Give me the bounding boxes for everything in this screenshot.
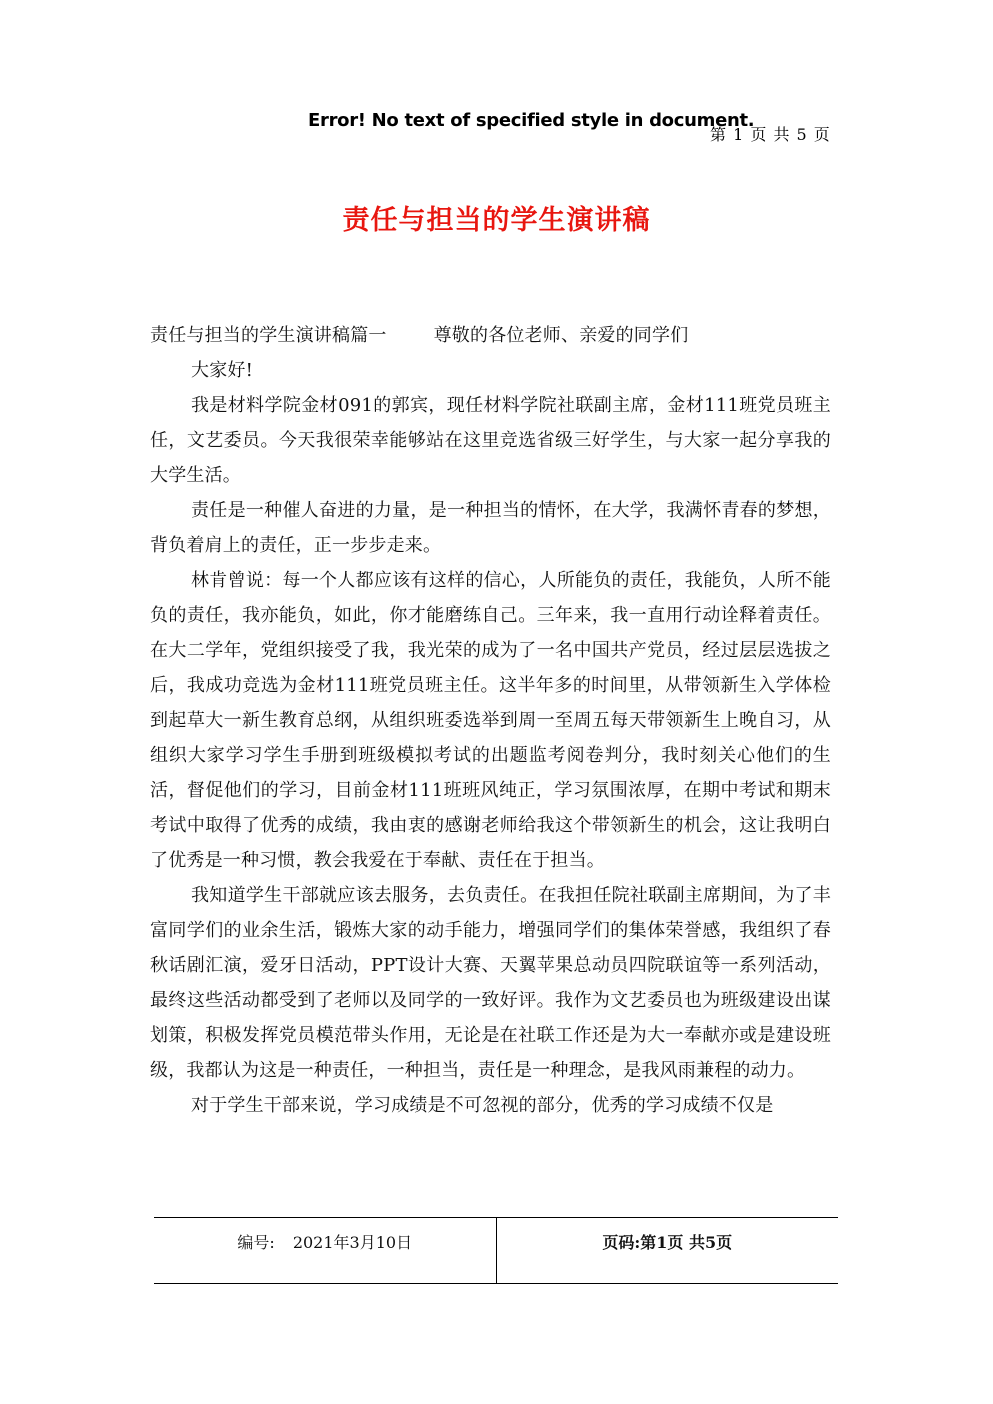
paragraph-self-intro: 我是材料学院金材091的郭宾，现任材料学院社联副主席，金材111班党员班主任，文艺委员。今天我很荣幸能够站在这里竞选省级三好学生，与大家一起分享我的大学生活。: [150, 395, 831, 486]
paragraph-responsibility: 责任是一种催人奋进的力量，是一种担当的情怀，在大学，我满怀青春的梦想，背负着肩上的责任，正一步步走来。: [150, 500, 831, 556]
header-error-text: Error! No text of specified style in document.: [308, 110, 755, 131]
intro-greeting: 尊敬的各位老师、亲爱的同学们: [433, 325, 689, 346]
paragraph-student-cadre: 我知道学生干部就应该去服务，去负责任。在我担任院社联副主席期间，为了丰富同学们的业余生活，锻炼大家的动手能力，增强同学们的集体荣誉感，我组织了春秋话剧汇演，爱牙日活动，PPT设计大赛、天翼苹果总动员四院联谊等一系列活动，最终这些活动都受到了老师以及同学的一致好评。我作为文艺委员也为班级建设出谋划策，积极发挥党员模范带头作用，无论是在社联工作还是为大一奉献亦或是建设班级，我都认为这是一种责任，一种担当，责任是一种理念，是我风雨兼程的动力。: [150, 885, 831, 1081]
header-page-number: 第 1 页 共 5 页: [710, 125, 831, 144]
paragraph-study: 对于学生干部来说，学习成绩是不可忽视的部分，优秀的学习成绩不仅是: [191, 1095, 774, 1116]
footer-number-label: 编号:: [237, 1233, 275, 1252]
paragraph-lincoln-quote: 林肯曾说：每一个人都应该有这样的信心，人所能负的责任，我能负，人所不能负的责任，我亦能负，如此，你才能磨练自己。三年来，我一直用行动诠释着责任。在大二学年，党组织接受了我，我光荣的成为了一名中国共产党员，经过层层选拔之后，我成功竞选为金材111班党员班主任。这半年多的时间里，从带领新生入学体检到起草大一新生教育总纲，从组织班委选举到周一至周五每天带领新生上晚自习，从组织大家学习学生手册到班级模拟考试的出题监考阅卷判分，我时刻关心他们的生活，督促他们的学习，目前金材111班班风纯正，学习氛围浓厚，在期中考试和期末考试中取得了优秀的成绩，我由衷的感谢老师给我这个带领新生的机会，这让我明白了优秀是一种习惯，教会我爱在于奉献、责任在于担当。: [150, 570, 831, 871]
document-body: [150, 318, 831, 1123]
paragraph-greeting: 大家好!: [191, 360, 254, 381]
footer-page-label: 页码:第1页 共5页: [602, 1233, 733, 1252]
footer-page-cell: [497, 1218, 839, 1283]
page-footer: [154, 1217, 838, 1284]
footer-date: 2021年3月10日: [292, 1233, 413, 1252]
document-title: 责任与担当的学生演讲稿: [342, 205, 651, 236]
intro-heading: 责任与担当的学生演讲稿篇一: [150, 325, 387, 346]
intro-line: [150, 318, 831, 353]
footer-number-cell: [154, 1218, 497, 1283]
